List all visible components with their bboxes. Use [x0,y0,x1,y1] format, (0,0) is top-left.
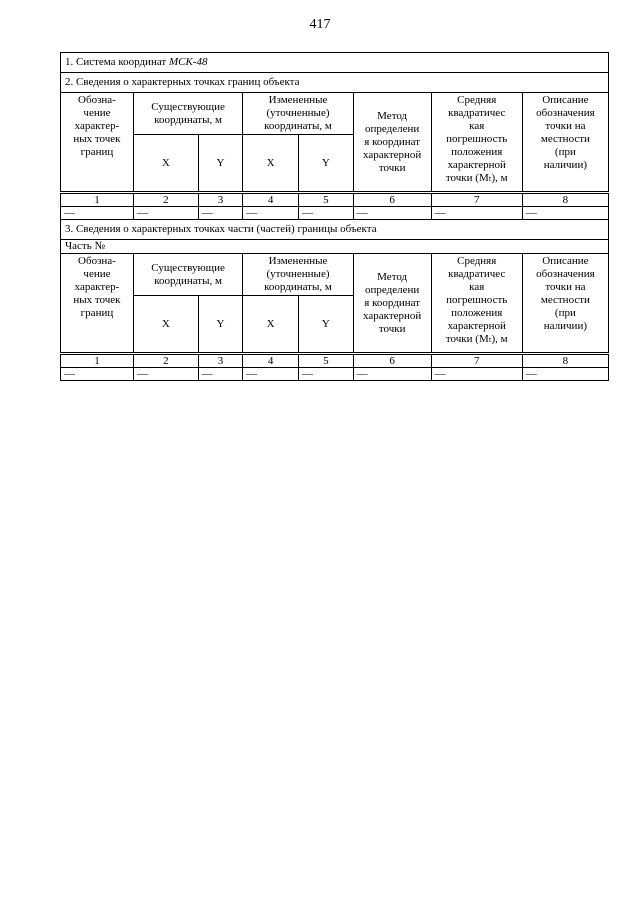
section1-row [61,53,609,73]
header-line: Средняя [457,94,497,106]
header-line: Измененные [268,94,328,106]
column-number: 1 [61,354,134,368]
header-line: характерной [447,320,506,332]
header-line: точки на [545,120,586,132]
header-existing-x: X [133,135,198,193]
section3-data-row [61,368,609,381]
header-existing-y: Y [198,135,243,193]
data-cell: — [243,368,299,381]
coordinate-system-value: МСК-48 [168,56,208,68]
header-line: чение [83,107,111,119]
header-line: обозначения [536,268,595,280]
header-point-designation [61,254,134,354]
header-line: точки [378,161,406,174]
header-line: (уточненные) [266,107,330,119]
header-changed-coordinates [243,93,353,135]
data-cell: — [431,368,522,381]
column-number: 8 [522,354,608,368]
header-line: обозначения [536,107,595,119]
section3-header-row [61,254,609,296]
header-existing-y: Y [198,296,243,354]
column-number: 3 [198,354,243,368]
header-line: Описание [542,255,589,267]
header-line: определени [365,122,420,135]
header-line: границ [80,307,114,319]
header-mean-error [431,254,522,354]
header-line: Обозна- [78,255,116,267]
header-line: положения [451,307,503,319]
data-cell: — [298,368,353,381]
data-cell: — [522,207,608,220]
column-number: 2 [133,193,198,207]
column-number: 6 [353,354,431,368]
column-number: 6 [353,193,431,207]
coordinates-table [60,52,609,381]
header-line: квадратичес [448,107,506,119]
section1-cell [61,53,609,73]
header-line: местности [540,133,590,145]
section2-title: 2. Сведения о характерных точках границ объекта [61,73,609,93]
header-mean-error [431,93,522,193]
column-number: 1 [61,193,134,207]
header-existing-coordinates [133,254,242,296]
column-number: 4 [243,193,299,207]
header-line: ных точек [73,294,121,306]
header-method [353,254,431,354]
section2-data-row [61,207,609,220]
header-existing-x: X [133,296,198,354]
column-number: 4 [243,354,299,368]
header-line: Измененные [268,255,328,267]
header-changed-coordinates [243,254,353,296]
header-line: характерной [363,309,422,322]
data-cell: — [431,207,522,220]
data-cell: — [61,368,134,381]
header-line: местности [540,294,590,306]
section2-row [61,73,609,93]
data-cell: — [353,368,431,381]
header-line: чение [83,268,111,280]
header-line: характер- [74,281,120,293]
header-line: Описание [542,94,589,106]
data-cell: — [198,368,243,381]
header-line: Существующие [151,100,225,113]
header-line: (при [554,146,576,158]
header-line: точки (Mₜ), м [445,172,508,184]
header-line: характерной [447,159,506,171]
data-cell: — [198,207,243,220]
section1-label: 1. Система координат [65,56,169,68]
header-line: (при [554,307,576,319]
header-line: Метод [377,109,408,122]
header-line: ных точек [73,133,121,145]
header-method [353,93,431,193]
section2-header-row [61,93,609,135]
column-number: 7 [431,193,522,207]
part-row [61,240,609,254]
header-point-designation [61,93,134,193]
header-changed-y: Y [298,296,353,354]
section3-title: 3. Сведения о характерных точках части (частей) границы объекта [61,220,609,240]
header-line: координаты, м [154,274,222,287]
header-line: Обозна- [78,94,116,106]
header-line: Метод [377,270,408,283]
header-line: кая [469,281,485,293]
section3-row [61,220,609,240]
section3-column-numbers [61,354,609,368]
data-cell: — [243,207,299,220]
header-line: характерной [363,148,422,161]
section2-column-numbers [61,193,609,207]
column-number: 7 [431,354,522,368]
header-line: границ [80,146,114,158]
header-line: координаты, м [264,120,332,132]
header-line: я координат [364,135,421,148]
header-line: определени [365,283,420,296]
header-line: координаты, м [264,281,332,293]
header-line: точки на [545,281,586,293]
column-number: 5 [298,354,353,368]
header-description [522,254,608,354]
data-cell: — [298,207,353,220]
header-changed-x: X [243,296,299,354]
data-cell: — [133,368,198,381]
header-line: характер- [74,120,120,132]
page-number: 417 [309,17,331,32]
header-line: координаты, м [154,113,222,126]
header-line: погрешность [446,294,508,306]
header-existing-coordinates [133,93,242,135]
coordinates-form [60,52,609,381]
header-line: наличии) [543,159,587,171]
header-line: квадратичес [448,268,506,280]
header-changed-y: Y [298,135,353,193]
part-number-label: Часть № [61,240,609,254]
data-cell: — [353,207,431,220]
header-line: точки (Mₜ), м [445,333,508,345]
header-line: точки [378,322,406,335]
column-number: 5 [298,193,353,207]
header-line: Средняя [457,255,497,267]
header-line: положения [451,146,503,158]
column-number: 3 [198,193,243,207]
header-line: наличии) [543,320,587,332]
header-line: (уточненные) [266,268,330,280]
header-line: я координат [364,296,421,309]
column-number: 8 [522,193,608,207]
data-cell: — [522,368,608,381]
header-line: погрешность [446,133,508,145]
header-changed-x: X [243,135,299,193]
header-line: Существующие [151,261,225,274]
header-line: кая [469,120,485,132]
data-cell: — [61,207,134,220]
column-number: 2 [133,354,198,368]
data-cell: — [133,207,198,220]
header-description [522,93,608,193]
